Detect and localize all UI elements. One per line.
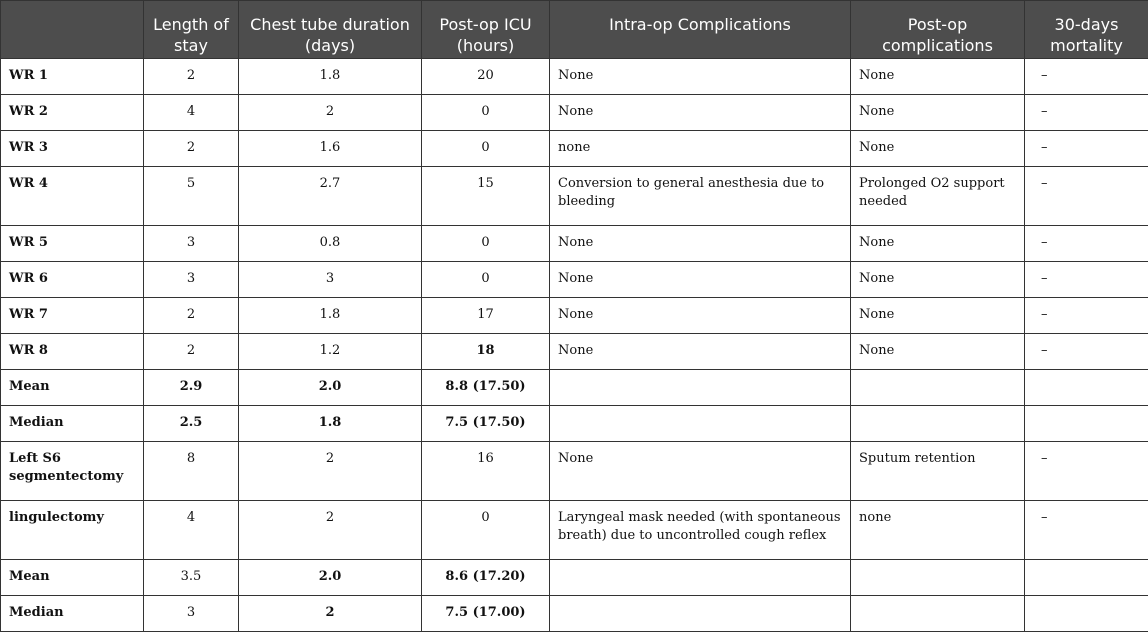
chest-tube-cell: 1.8 [239,59,422,95]
chest-tube-cell: 1.8 [239,298,422,334]
mortality-cell: – [1025,262,1148,298]
header-row [1,1,1148,59]
post-op-cell [851,406,1025,442]
summary-row-median [1,596,1148,632]
row-label: WR 7 [1,298,144,334]
icu-hours-cell: 16 [422,442,550,501]
icu-hours-cell: 0 [422,501,550,560]
chest-tube-cell: 2 [239,95,422,131]
length-of-stay-cell: 2.9 [144,370,239,406]
icu-hours-cell: 0 [422,95,550,131]
icu-hours-cell: 0 [422,131,550,167]
intra-op-cell: Laryngeal mask needed (with spontaneous breath) due to uncontrolled cough reflex [550,501,851,560]
chest-tube-cell: 2 [239,501,422,560]
mortality-cell [1025,406,1148,442]
table-row [1,226,1148,262]
icu-hours-cell: 17 [422,298,550,334]
post-op-cell: None [851,131,1025,167]
mortality-cell [1025,596,1148,632]
row-label: Left S6 segmentectomy [1,442,144,501]
row-label: WR 8 [1,334,144,370]
chest-tube-cell: 2.0 [239,370,422,406]
length-of-stay-cell: 4 [144,95,239,131]
post-op-cell: none [851,501,1025,560]
post-op-cell: None [851,95,1025,131]
mortality-cell [1025,560,1148,596]
mortality-cell: – [1025,334,1148,370]
table-row [1,95,1148,131]
mortality-cell [1025,370,1148,406]
post-op-cell: None [851,334,1025,370]
table-row [1,298,1148,334]
summary-row-median [1,406,1148,442]
intra-op-cell [550,406,851,442]
mortality-cell: – [1025,298,1148,334]
table-row [1,442,1148,501]
row-label: WR 2 [1,95,144,131]
length-of-stay-cell: 3 [144,262,239,298]
length-of-stay-cell: 2 [144,59,239,95]
header-intra-op-complications: Intra-op Complications [550,1,851,59]
intra-op-cell: None [550,262,851,298]
length-of-stay-cell: 2 [144,298,239,334]
intra-op-cell [550,596,851,632]
length-of-stay-cell: 2 [144,334,239,370]
icu-hours-cell: 7.5 (17.00) [422,596,550,632]
intra-op-cell: None [550,226,851,262]
length-of-stay-cell: 3.5 [144,560,239,596]
mortality-cell: – [1025,501,1148,560]
chest-tube-cell: 2 [239,442,422,501]
icu-hours-cell: 8.8 (17.50) [422,370,550,406]
intra-op-cell [550,560,851,596]
intra-op-cell: None [550,334,851,370]
post-op-cell: Sputum retention [851,442,1025,501]
post-op-cell: None [851,298,1025,334]
header-length-of-stay: Length of stay [144,1,239,59]
row-label: Mean [1,560,144,596]
row-label: WR 1 [1,59,144,95]
length-of-stay-cell: 5 [144,167,239,226]
intra-op-cell [550,370,851,406]
icu-hours-cell: 15 [422,167,550,226]
post-op-cell: None [851,262,1025,298]
table-row [1,59,1148,95]
chest-tube-cell: 1.8 [239,406,422,442]
chest-tube-cell: 2.0 [239,560,422,596]
chest-tube-cell: 2 [239,596,422,632]
header-30-days-mortality: 30-days mortality [1025,1,1148,59]
row-label: Median [1,596,144,632]
table-header [1,1,1148,59]
length-of-stay-cell: 4 [144,501,239,560]
table-row [1,334,1148,370]
table-row [1,262,1148,298]
post-op-cell [851,596,1025,632]
icu-hours-cell: 0 [422,262,550,298]
row-label: WR 5 [1,226,144,262]
post-op-cell: None [851,226,1025,262]
header-chest-tube-duration: Chest tube duration (days) [239,1,422,59]
table-row [1,131,1148,167]
length-of-stay-cell: 8 [144,442,239,501]
post-op-cell: None [851,59,1025,95]
row-label: Median [1,406,144,442]
table-body [1,59,1148,632]
mortality-cell: – [1025,131,1148,167]
intra-op-cell: none [550,131,851,167]
intra-op-cell: Conversion to general anesthesia due to bleeding [550,167,851,226]
chest-tube-cell: 0.8 [239,226,422,262]
summary-row-mean [1,370,1148,406]
icu-hours-cell: 0 [422,226,550,262]
intra-op-cell: None [550,95,851,131]
post-op-cell: Prolonged O2 support needed [851,167,1025,226]
length-of-stay-cell: 3 [144,596,239,632]
chest-tube-cell: 3 [239,262,422,298]
mortality-cell: – [1025,226,1148,262]
mortality-cell: – [1025,442,1148,501]
icu-hours-cell: 20 [422,59,550,95]
summary-row-mean [1,560,1148,596]
row-label: WR 4 [1,167,144,226]
length-of-stay-cell: 3 [144,226,239,262]
chest-tube-cell: 1.6 [239,131,422,167]
intra-op-cell: None [550,59,851,95]
intra-op-cell: None [550,442,851,501]
header-post-op-complications: Post-op complications [851,1,1025,59]
header-post-op-icu: Post-op ICU (hours) [422,1,550,59]
table-row [1,167,1148,226]
length-of-stay-cell: 2.5 [144,406,239,442]
row-label: lingulectomy [1,501,144,560]
icu-hours-cell: 8.6 (17.20) [422,560,550,596]
post-op-cell [851,560,1025,596]
table-row [1,501,1148,560]
icu-hours-cell: 7.5 (17.50) [422,406,550,442]
post-op-cell [851,370,1025,406]
icu-hours-cell: 18 [422,334,550,370]
mortality-cell: – [1025,95,1148,131]
row-label: Mean [1,370,144,406]
intra-op-cell: None [550,298,851,334]
row-label: WR 3 [1,131,144,167]
chest-tube-cell: 2.7 [239,167,422,226]
mortality-cell: – [1025,59,1148,95]
header-blank [1,1,144,59]
chest-tube-cell: 1.2 [239,334,422,370]
mortality-cell: – [1025,167,1148,226]
length-of-stay-cell: 2 [144,131,239,167]
row-label: WR 6 [1,262,144,298]
